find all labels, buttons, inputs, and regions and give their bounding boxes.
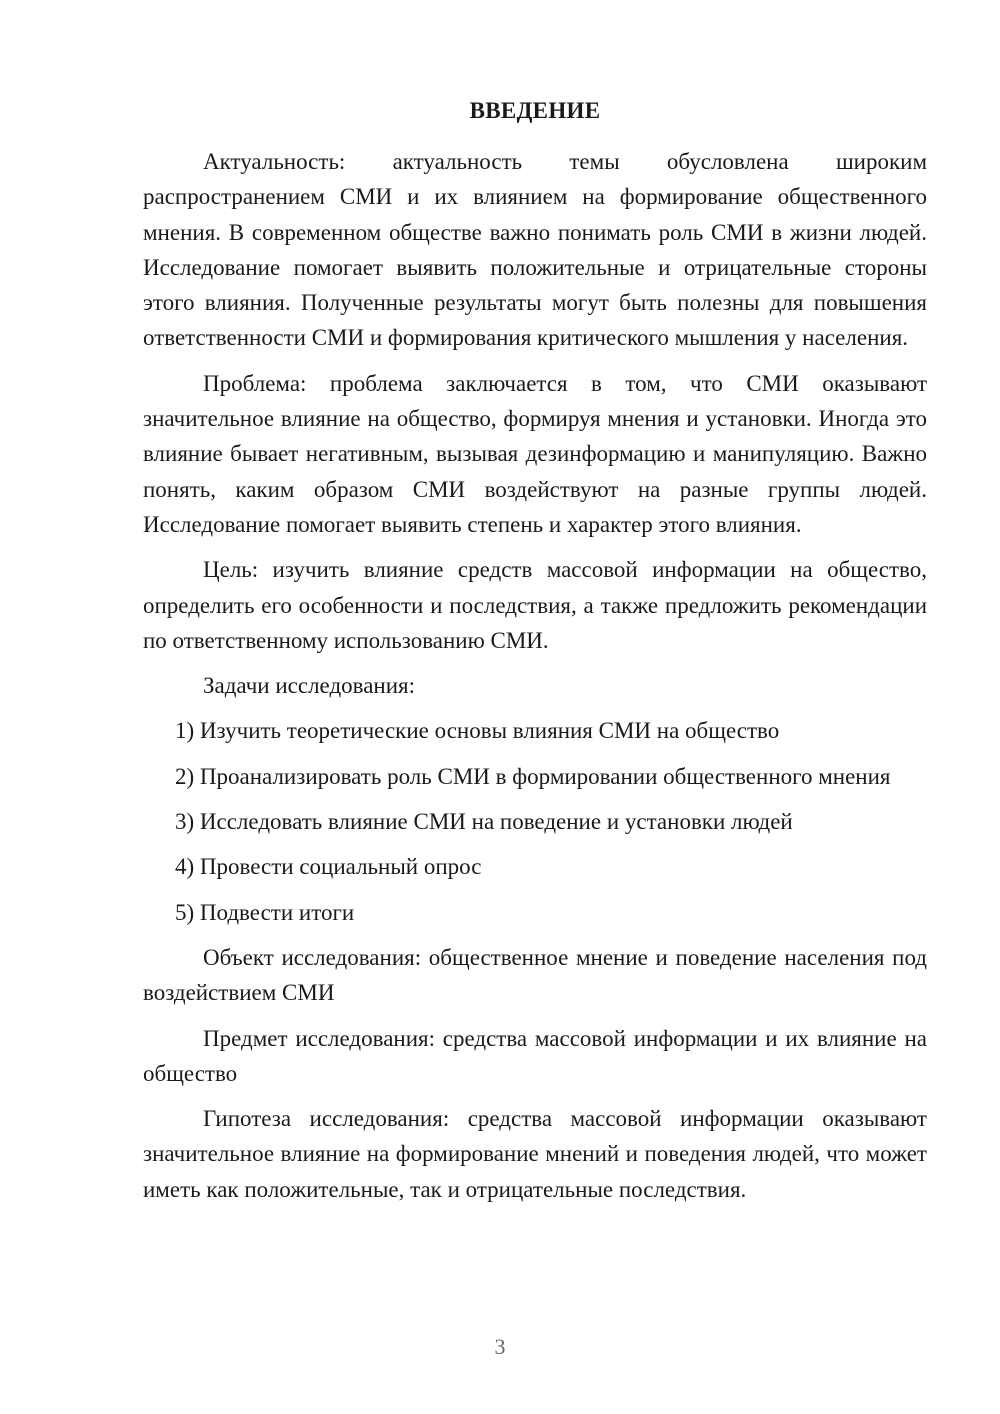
paragraph-object: Объект исследования: общественное мнение и поведение населения под воздействием СМИ (143, 944, 927, 1006)
task-item-5: 5) Подвести итоги (175, 899, 355, 925)
paragraph-hypothesis: Гипотеза исследования: средства массовой информации оказывают значительное влияние на формирование мнений и поведения людей, что может иметь как положительные, так и отрицательные последствия. (143, 1106, 927, 1202)
paragraph-goal: Цель: изучить влияние средств массовой информации на общество, определить его особенности и последствия, а также предложить рекомендации по ответственному использованию СМИ. (143, 557, 927, 653)
paragraph-tasks-title: Задачи исследования: (203, 673, 416, 699)
paragraph-problem: Проблема: проблема заключается в том, что СМИ оказывают значительное влияние на общество, формируя мнения и установки. Иногда это влияние бывает негативным, вызывая дезинформацию и манипуляцию. Важно понять, каким образом СМИ воздействуют на разные группы людей. Исследование помогает выявить степень и характер этого влияния. (143, 370, 927, 537)
paragraph-relevance: Актуальность: актуальность темы обусловлена широким распространением СМИ и их влиянием на формирование общественного мнения. В современном обществе важно понимать роль СМИ в жизни людей. Исследование помогает выявить положительные и отрицательные стороны этого влияния. Полученные результаты могут быть полезны для повышения ответственности СМИ и формирования критического мышления у населения. (143, 149, 927, 351)
task-item-1: 1) Изучить теоретические основы влияния СМИ на общество (175, 718, 780, 744)
task-item-4: 4) Провести социальный опрос (175, 854, 482, 880)
page-number: 3 (494, 1334, 506, 1359)
task-item-3: 3) Исследовать влияние СМИ на поведение и установки людей (175, 809, 793, 835)
section-heading: ВВЕДЕНИЕ (469, 98, 601, 123)
document-page (143, 96, 927, 1207)
paragraph-subject: Предмет исследования: средства массовой информации и их влияние на общество (143, 1025, 927, 1086)
task-item-2: 2) Проанализировать роль СМИ в формировании общественного мнения (175, 763, 891, 789)
